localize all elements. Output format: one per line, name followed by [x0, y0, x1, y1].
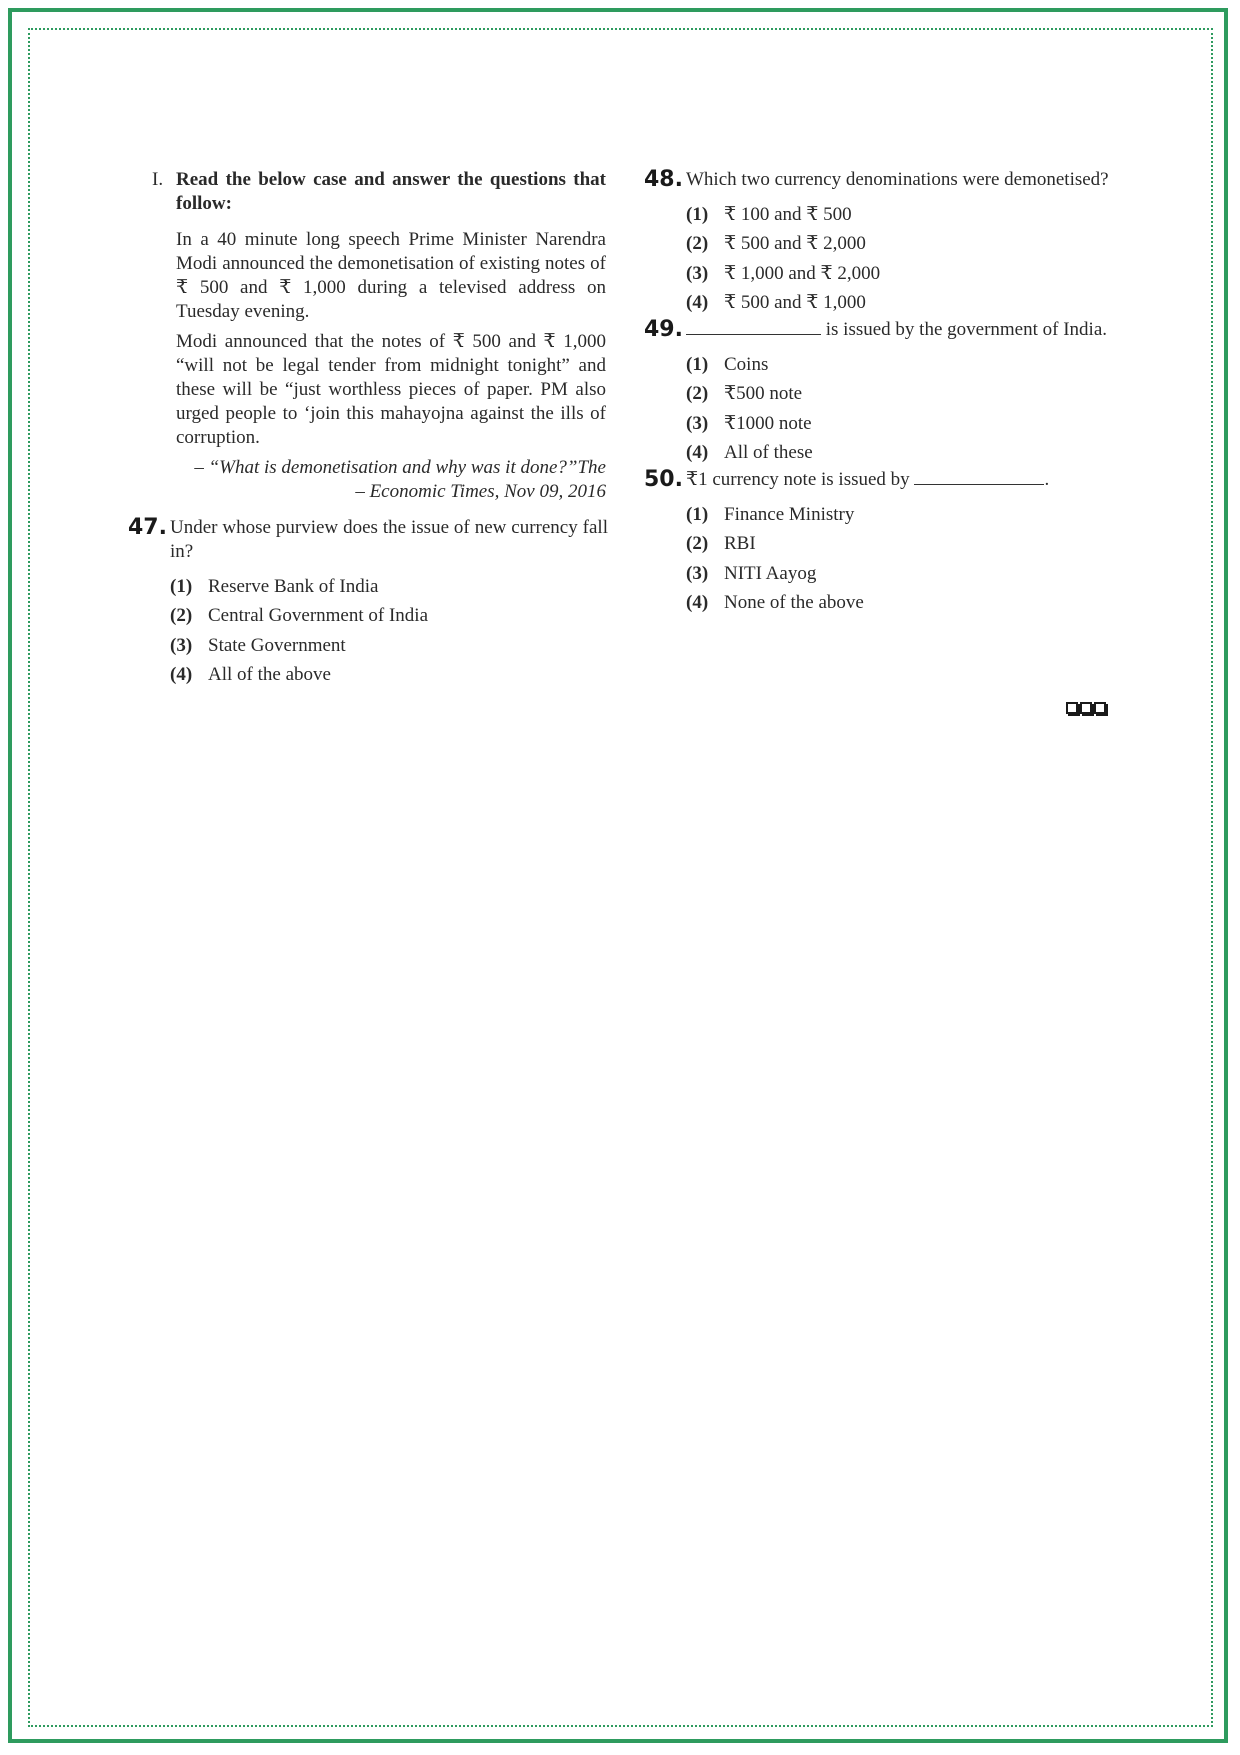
question-number: 47.: [128, 515, 167, 540]
option-4: [686, 289, 1124, 319]
source-line-2: – Economic Times, Nov 09, 2016: [355, 481, 606, 502]
option-text: ₹ 500 and ₹ 2,000: [724, 233, 866, 255]
fill-blank: [914, 468, 1044, 485]
question-text: Under whose purview does the issue of new currency fall in?: [170, 517, 608, 562]
square-icon: [1080, 702, 1092, 714]
option-number: (2): [686, 383, 709, 405]
right-column: [644, 168, 1124, 618]
left-column: [128, 168, 608, 690]
option-text: All of these: [724, 442, 813, 464]
option-4: [686, 589, 1124, 619]
option-text: NITI Aayog: [724, 562, 817, 584]
question-text: [686, 318, 1124, 342]
option-number: (1): [686, 353, 709, 375]
case-paragraph-1: In a 40 minute long speech Prime Minister Narendra Modi announced the demonetisation of existing notes of ₹ 500 and ₹ 1,000 during a televised address on Tuesday evening.: [176, 229, 606, 322]
source-line-1: – “What is demonetisation and why was it done?”The: [194, 457, 606, 478]
square-icon: [1066, 702, 1078, 714]
section-roman-numeral: I.: [152, 169, 164, 190]
options-list: [686, 500, 1124, 618]
option-number: (4): [686, 592, 709, 614]
option-number: (2): [686, 533, 709, 555]
question-number: 50.: [644, 467, 683, 492]
option-3: [170, 631, 608, 661]
question-49: [644, 318, 1124, 468]
option-1: [686, 200, 1124, 230]
option-3: [686, 559, 1124, 589]
option-1: [686, 350, 1124, 380]
option-2: [170, 602, 608, 632]
question-number: 48.: [644, 167, 683, 192]
options-list: [686, 200, 1124, 318]
option-number: (2): [686, 233, 709, 255]
question-47: [128, 516, 608, 690]
option-text: Central Government of India: [208, 605, 429, 627]
option-text: All of the above: [208, 664, 331, 686]
option-number: (4): [686, 442, 709, 464]
question-text: Which two currency denominations were demonetised?: [686, 169, 1109, 190]
option-number: (3): [686, 262, 709, 284]
option-number: (4): [170, 664, 193, 686]
question-50: [644, 468, 1124, 618]
option-text: Finance Ministry: [724, 503, 855, 525]
option-number: (1): [686, 503, 709, 525]
option-text: None of the above: [724, 592, 864, 614]
question-text-after-blank: is issued by the government of India.: [821, 319, 1108, 340]
question-text: [686, 468, 1124, 492]
end-of-section-mark: [1066, 702, 1106, 714]
case-paragraph-2: Modi announced that the notes of ₹ 500 and ₹ 1,000 “will not be legal tender from midnight tonight” and these will be “just worthless pieces of paper. PM also urged people to ‘join this mahayojna against the ills of corruption.: [176, 331, 606, 448]
option-text: Reserve Bank of India: [208, 575, 379, 597]
option-text: ₹ 100 and ₹ 500: [724, 203, 852, 225]
option-text: ₹1000 note: [724, 412, 812, 434]
option-text: RBI: [724, 533, 756, 555]
section-title: Read the below case and answer the questions that follow:: [176, 169, 606, 214]
case-source: [176, 456, 606, 504]
question-48: [644, 168, 1124, 318]
fill-blank: [686, 318, 821, 335]
option-1: [686, 500, 1124, 530]
option-2: [686, 530, 1124, 560]
option-text: State Government: [208, 634, 346, 656]
option-number: (3): [170, 634, 193, 656]
options-list: [686, 350, 1124, 468]
option-number: (4): [686, 292, 709, 314]
options-list: [170, 572, 608, 690]
option-3: [686, 259, 1124, 289]
section-heading: [128, 168, 608, 216]
option-number: (1): [170, 575, 193, 597]
option-1: [170, 572, 608, 602]
option-text: Coins: [724, 353, 769, 375]
option-4: [686, 439, 1124, 469]
option-2: [686, 230, 1124, 260]
option-4: [170, 661, 608, 691]
question-text-after-blank: .: [1044, 469, 1050, 490]
option-2: [686, 380, 1124, 410]
option-3: [686, 409, 1124, 439]
option-number: (3): [686, 412, 709, 434]
option-number: (3): [686, 562, 709, 584]
question-text-before-blank: ₹1 currency note is issued by: [686, 469, 915, 490]
option-text: ₹ 1,000 and ₹ 2,000: [724, 262, 881, 284]
option-number: (1): [686, 203, 709, 225]
option-text: ₹ 500 and ₹ 1,000: [724, 292, 866, 314]
option-number: (2): [170, 605, 193, 627]
option-text: ₹500 note: [724, 383, 803, 405]
question-number: 49.: [644, 317, 683, 342]
square-icon: [1094, 702, 1106, 714]
